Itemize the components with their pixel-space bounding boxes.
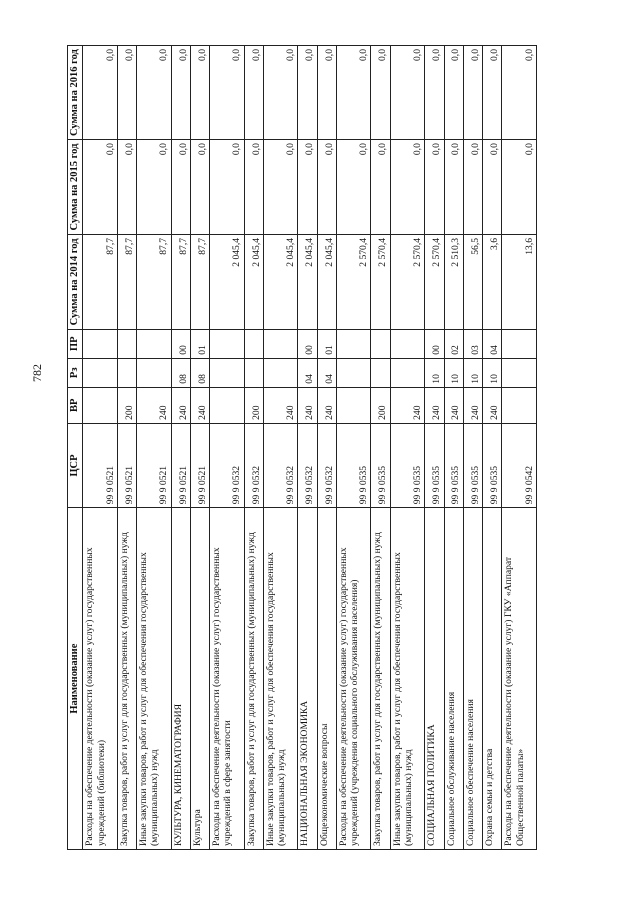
cell-rz (336, 358, 371, 387)
table-row (263, 46, 298, 850)
table-row (83, 46, 118, 850)
table-body (83, 46, 537, 850)
cell-pr: 01 (317, 329, 336, 358)
cell-y2016: 0,0 (463, 46, 482, 140)
cell-name: Закупка товаров, работ и услуг для государственных (муниципальных) нужд (244, 508, 263, 850)
header-name: Наименование (68, 508, 83, 850)
cell-name: СОЦИАЛЬНАЯ ПОЛИТИКА (425, 508, 444, 850)
cell-y2014: 13,6 (502, 234, 537, 329)
cell-pr (502, 329, 537, 358)
cell-csr: 99 9 0521 (117, 423, 136, 507)
cell-y2016: 0,0 (190, 46, 209, 140)
cell-csr: 99 9 0532 (210, 423, 245, 507)
cell-y2016: 0,0 (137, 46, 172, 140)
cell-rz: 08 (190, 358, 209, 387)
cell-name: КУЛЬТУРА, КИНЕМАТОГРАФИЯ (171, 508, 190, 850)
cell-y2016: 0,0 (298, 46, 317, 140)
table-row (425, 46, 444, 850)
cell-rz (244, 358, 263, 387)
cell-vr: 240 (171, 387, 190, 423)
cell-y2015: 0,0 (190, 140, 209, 235)
cell-y2014: 3,6 (483, 234, 502, 329)
cell-vr: 240 (298, 387, 317, 423)
cell-csr: 99 9 0521 (171, 423, 190, 507)
cell-y2015: 0,0 (444, 140, 463, 235)
cell-vr: 240 (137, 387, 172, 423)
cell-y2015: 0,0 (83, 140, 118, 235)
cell-y2015: 0,0 (117, 140, 136, 235)
cell-pr: 01 (190, 329, 209, 358)
cell-y2014: 2 570,4 (390, 234, 425, 329)
cell-vr: 240 (444, 387, 463, 423)
table-row (502, 46, 537, 850)
table-row (371, 46, 390, 850)
cell-y2015: 0,0 (210, 140, 245, 235)
cell-y2016: 0,0 (263, 46, 298, 140)
cell-y2016: 0,0 (483, 46, 502, 140)
cell-rz (83, 358, 118, 387)
cell-csr: 99 9 0532 (244, 423, 263, 507)
cell-pr (390, 329, 425, 358)
cell-y2014: 87,7 (137, 234, 172, 329)
cell-pr: 00 (425, 329, 444, 358)
cell-pr (83, 329, 118, 358)
cell-y2016: 0,0 (371, 46, 390, 140)
cell-rz: 10 (425, 358, 444, 387)
table-row (210, 46, 245, 850)
header-2016: Сумма на 2016 год (68, 46, 83, 140)
cell-y2015: 0,0 (463, 140, 482, 235)
cell-rz (137, 358, 172, 387)
cell-y2014: 2 045,4 (244, 234, 263, 329)
cell-y2016: 0,0 (117, 46, 136, 140)
cell-y2015: 0,0 (171, 140, 190, 235)
table-row (171, 46, 190, 850)
table-row (244, 46, 263, 850)
cell-csr: 99 9 0521 (137, 423, 172, 507)
rotated-table-container (67, 45, 537, 850)
page-number: 782 (30, 364, 44, 382)
cell-name: Социальное обслуживание населения (444, 508, 463, 850)
cell-name: Иные закупки товаров, работ и услуг для обеспечения государственных (муниципальных) нужд (137, 508, 172, 850)
cell-rz: 08 (171, 358, 190, 387)
cell-y2016: 0,0 (83, 46, 118, 140)
header-vr: ВР (68, 387, 83, 423)
cell-rz: 10 (444, 358, 463, 387)
cell-csr: 99 9 0535 (483, 423, 502, 507)
cell-rz (210, 358, 245, 387)
cell-pr (117, 329, 136, 358)
cell-vr: 200 (117, 387, 136, 423)
cell-vr (210, 387, 245, 423)
cell-y2014: 2 045,4 (298, 234, 317, 329)
table-row (390, 46, 425, 850)
cell-vr: 240 (390, 387, 425, 423)
cell-y2016: 0,0 (502, 46, 537, 140)
cell-vr: 240 (263, 387, 298, 423)
table-row (483, 46, 502, 850)
cell-y2016: 0,0 (444, 46, 463, 140)
header-pr: ПР (68, 329, 83, 358)
cell-csr: 99 9 0521 (190, 423, 209, 507)
cell-y2014: 2 510,3 (444, 234, 463, 329)
cell-y2016: 0,0 (317, 46, 336, 140)
cell-vr: 200 (371, 387, 390, 423)
cell-y2014: 2 045,4 (210, 234, 245, 329)
cell-y2014: 2 570,4 (336, 234, 371, 329)
cell-pr (371, 329, 390, 358)
cell-pr: 03 (463, 329, 482, 358)
cell-rz: 10 (463, 358, 482, 387)
cell-name: Социальное обеспечение населения (463, 508, 482, 850)
cell-name: Расходы на обеспечение деятельности (оказание услуг) государственных учреждений в сфере занятости (210, 508, 245, 850)
table-row (137, 46, 172, 850)
header-rz: Рз (68, 358, 83, 387)
cell-rz (117, 358, 136, 387)
cell-y2014: 87,7 (83, 234, 118, 329)
cell-name: Культура (190, 508, 209, 850)
cell-y2015: 0,0 (425, 140, 444, 235)
cell-y2014: 2 570,4 (371, 234, 390, 329)
cell-name: Расходы на обеспечение деятельности (оказание услуг) ГКУ «Аппарат Общественной палаты» (502, 508, 537, 850)
cell-y2016: 0,0 (171, 46, 190, 140)
table-row (444, 46, 463, 850)
cell-y2015: 0,0 (244, 140, 263, 235)
cell-rz: 10 (483, 358, 502, 387)
cell-rz (263, 358, 298, 387)
table-row (190, 46, 209, 850)
cell-csr: 99 9 0542 (502, 423, 537, 507)
cell-y2016: 0,0 (425, 46, 444, 140)
cell-name: Общеэкономические вопросы (317, 508, 336, 850)
cell-rz (502, 358, 537, 387)
cell-y2015: 0,0 (483, 140, 502, 235)
cell-y2015: 0,0 (298, 140, 317, 235)
cell-vr (83, 387, 118, 423)
cell-name: Иные закупки товаров, работ и услуг для обеспечения государственных (муниципальных) нужд (263, 508, 298, 850)
cell-csr: 99 9 0532 (263, 423, 298, 507)
cell-y2014: 87,7 (190, 234, 209, 329)
cell-pr (263, 329, 298, 358)
table-header-row (68, 46, 83, 850)
budget-table (67, 45, 537, 850)
header-2014: Сумма на 2014 год (68, 234, 83, 329)
cell-rz: 04 (298, 358, 317, 387)
cell-csr: 99 9 0532 (317, 423, 336, 507)
cell-y2015: 0,0 (263, 140, 298, 235)
cell-pr: 00 (298, 329, 317, 358)
header-csr: ЦСР (68, 423, 83, 507)
cell-csr: 99 9 0521 (83, 423, 118, 507)
cell-csr: 99 9 0535 (390, 423, 425, 507)
cell-csr: 99 9 0535 (336, 423, 371, 507)
cell-y2016: 0,0 (336, 46, 371, 140)
cell-y2014: 87,7 (171, 234, 190, 329)
cell-csr: 99 9 0535 (371, 423, 390, 507)
cell-vr: 240 (425, 387, 444, 423)
cell-vr: 240 (483, 387, 502, 423)
cell-y2015: 0,0 (317, 140, 336, 235)
cell-y2015: 0,0 (390, 140, 425, 235)
cell-pr (210, 329, 245, 358)
cell-vr (502, 387, 537, 423)
cell-name: Охрана семьи и детства (483, 508, 502, 850)
cell-name: Расходы на обеспечение деятельности (оказание услуг) государственных учреждений (библиотеки) (83, 508, 118, 850)
cell-vr: 200 (244, 387, 263, 423)
cell-y2015: 0,0 (336, 140, 371, 235)
cell-y2015: 0,0 (137, 140, 172, 235)
cell-vr: 240 (317, 387, 336, 423)
cell-y2014: 2 570,4 (425, 234, 444, 329)
cell-y2015: 0,0 (371, 140, 390, 235)
cell-vr: 240 (190, 387, 209, 423)
cell-rz (390, 358, 425, 387)
cell-name: Закупка товаров, работ и услуг для государственных (муниципальных) нужд (371, 508, 390, 850)
cell-csr: 99 9 0535 (463, 423, 482, 507)
cell-pr (244, 329, 263, 358)
cell-vr: 240 (463, 387, 482, 423)
cell-pr (137, 329, 172, 358)
cell-name: Иные закупки товаров, работ и услуг для обеспечения государственных (муниципальных) нужд (390, 508, 425, 850)
table-row (117, 46, 136, 850)
cell-pr (336, 329, 371, 358)
cell-y2016: 0,0 (390, 46, 425, 140)
cell-y2016: 0,0 (210, 46, 245, 140)
cell-y2016: 0,0 (244, 46, 263, 140)
cell-pr: 00 (171, 329, 190, 358)
cell-vr (336, 387, 371, 423)
cell-csr: 99 9 0535 (425, 423, 444, 507)
cell-y2014: 87,7 (117, 234, 136, 329)
cell-name: НАЦИОНАЛЬНАЯ ЭКОНОМИКА (298, 508, 317, 850)
header-2015: Сумма на 2015 год (68, 140, 83, 235)
cell-rz: 04 (317, 358, 336, 387)
cell-y2014: 56,5 (463, 234, 482, 329)
cell-y2015: 0,0 (502, 140, 537, 235)
cell-y2014: 2 045,4 (263, 234, 298, 329)
table-row (317, 46, 336, 850)
cell-y2014: 2 045,4 (317, 234, 336, 329)
cell-pr: 02 (444, 329, 463, 358)
table-row (298, 46, 317, 850)
cell-name: Расходы на обеспечение деятельности (оказание услуг) государственных учреждений (учреждения социального обслуживания населения) (336, 508, 371, 850)
cell-csr: 99 9 0535 (444, 423, 463, 507)
cell-rz (371, 358, 390, 387)
cell-csr: 99 9 0532 (298, 423, 317, 507)
table-row (336, 46, 371, 850)
cell-name: Закупка товаров, работ и услуг для государственных (муниципальных) нужд (117, 508, 136, 850)
table-row (463, 46, 482, 850)
cell-pr: 04 (483, 329, 502, 358)
